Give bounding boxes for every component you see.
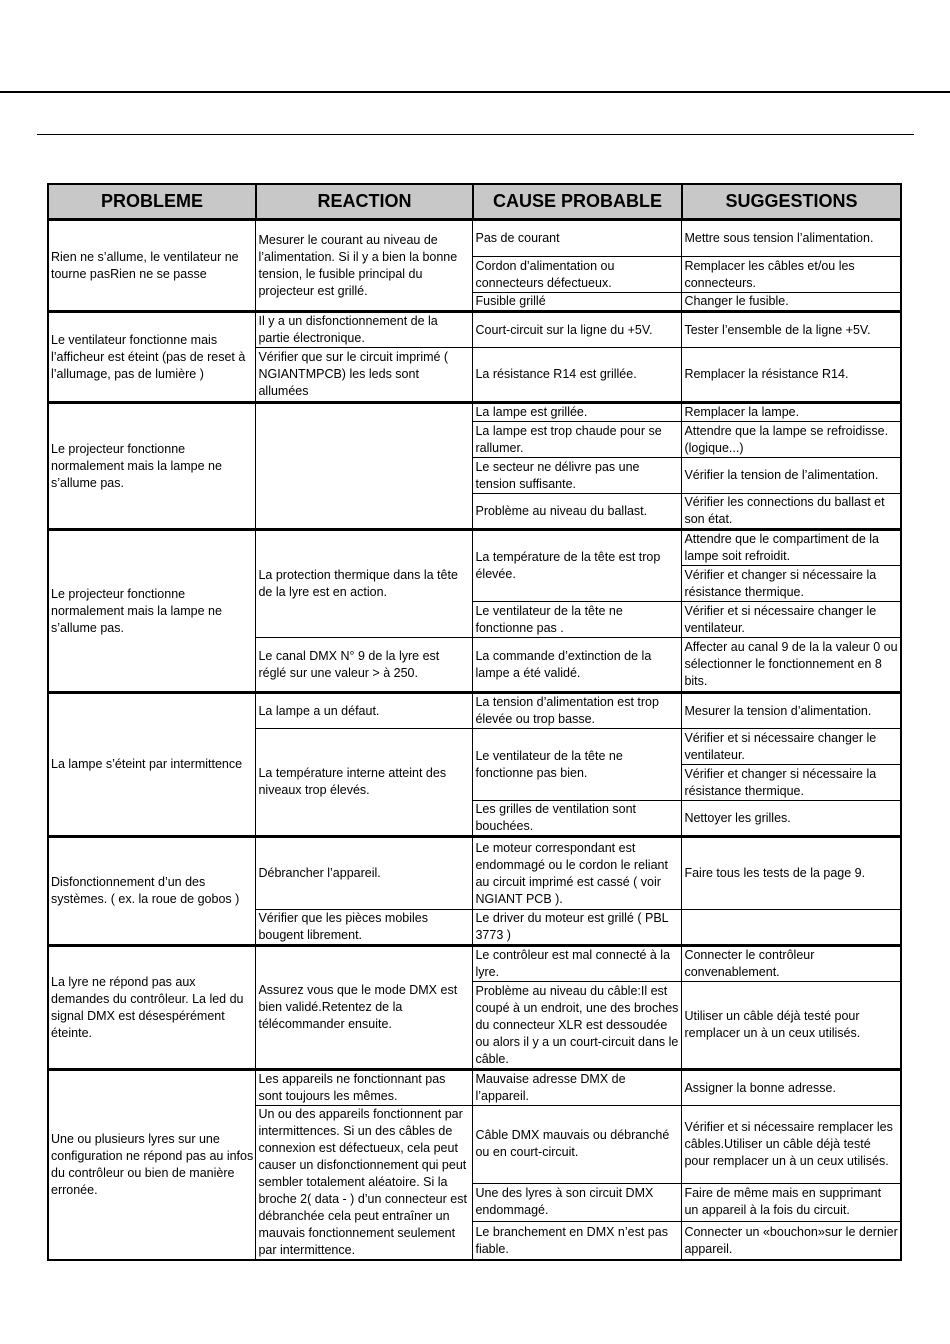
reaction-cell: Assurez vous que le mode DMX est bien validé.Retentez de la télécommander ensuite.: [256, 946, 473, 1070]
reaction-cell: Un ou des appareils fonctionnent par intermittences. Si un des câbles de connexion est défectueux, cela peut causer un disfonctionnement qui peut sembler totalement aléatoire. Si la broche 2( data - ) d’un connecteur est débranchée cela peut entraîner un mauvais fonctionnement seulement par intermittence.: [256, 1106, 473, 1261]
header-cause: CAUSE PROBABLE: [473, 184, 682, 220]
suggestion-cell: Assigner la bonne adresse.: [682, 1070, 901, 1106]
reaction-cell: Vérifier que les pièces mobiles bougent librement.: [256, 910, 473, 946]
cause-cell: La résistance R14 est grillée.: [473, 348, 682, 403]
cause-cell: La lampe est grillée.: [473, 403, 682, 422]
cause-cell: Problème au niveau du ballast.: [473, 494, 682, 530]
problem-cell: La lampe s’éteint par intermittence: [48, 693, 256, 837]
cause-cell: Les grilles de ventilation sont bouchées.: [473, 801, 682, 837]
header-probleme: PROBLEME: [48, 184, 256, 220]
suggestion-cell: Mettre sous tension l’alimentation.: [682, 220, 901, 257]
table-row: [48, 946, 901, 982]
problem-cell: Disfonctionnement d’un des systèmes. ( ex. la roue de gobos ): [48, 837, 256, 946]
problem-cell: Le projecteur fonctionne normalement mais la lampe ne s’allume pas.: [48, 403, 256, 530]
problem-cell: La lyre ne répond pas aux demandes du contrôleur. La led du signal DMX est désespérément éteinte.: [48, 946, 256, 1070]
reaction-cell: Le canal DMX N° 9 de la lyre est réglé sur une valeur > à 250.: [256, 638, 473, 693]
suggestion-cell: [682, 910, 901, 946]
cause-cell: Câble DMX mauvais ou débranché ou en court-circuit.: [473, 1106, 682, 1184]
suggestion-cell: Vérifier et si nécessaire changer le ventilateur.: [682, 602, 901, 638]
cause-cell: Le branchement en DMX n’est pas fiable.: [473, 1222, 682, 1260]
problem-cell: Rien ne s’allume, le ventilateur ne tourne pasRien ne se passe: [48, 220, 256, 312]
cause-cell: Le moteur correspondant est endommagé ou le cordon le reliant au circuit imprimé est cassé ( voir NGIANT PCB ).: [473, 837, 682, 910]
suggestion-cell: Tester l’ensemble de la ligne +5V.: [682, 312, 901, 348]
cause-cell: La tension d’alimentation est trop élevée ou trop basse.: [473, 693, 682, 729]
suggestion-cell: Faire tous les tests de la page 9.: [682, 837, 901, 910]
cause-cell: Court-circuit sur la ligne du +5V.: [473, 312, 682, 348]
cause-cell: La lampe est trop chaude pour se rallumer.: [473, 422, 682, 458]
suggestion-cell: Connecter un «bouchon»sur le dernier appareil.: [682, 1222, 901, 1260]
reaction-cell: [256, 403, 473, 530]
suggestion-cell: Vérifier et si nécessaire changer le ventilateur.: [682, 729, 901, 765]
header-suggestions: SUGGESTIONS: [682, 184, 901, 220]
suggestion-cell: Vérifier et si nécessaire remplacer les câbles.Utiliser un câble déjà testé pour remplacer un à un ceux utilisés.: [682, 1106, 901, 1184]
suggestion-cell: Utiliser un câble déjà testé pour remplacer un à un ceux utilisés.: [682, 982, 901, 1070]
cause-cell: Pas de courant: [473, 220, 682, 257]
suggestion-cell: Vérifier et changer si nécessaire la résistance thermique.: [682, 765, 901, 801]
reaction-cell: La température interne atteint des niveaux trop élevés.: [256, 729, 473, 837]
reaction-cell: Les appareils ne fonctionnant pas sont toujours les mêmes.: [256, 1070, 473, 1106]
header-rule: [0, 91, 950, 93]
table-row: [48, 1070, 901, 1106]
cause-cell: La commande d’extinction de la lampe a été validé.: [473, 638, 682, 693]
cause-cell: Cordon d’alimentation ou connecteurs défectueux.: [473, 257, 682, 293]
suggestion-cell: Attendre que le compartiment de la lampe soit refroidit.: [682, 530, 901, 566]
table-row: [48, 693, 901, 729]
problem-cell: Le ventilateur fonctionne mais l’afficheur est éteint (pas de reset à l’allumage, pas de lumière ): [48, 312, 256, 403]
cause-cell: Mauvaise adresse DMX de l’appareil.: [473, 1070, 682, 1106]
problem-cell: Une ou plusieurs lyres sur une configuration ne répond pas au infos du contrôleur ou bien de manière erronée.: [48, 1070, 256, 1261]
suggestion-cell: Remplacer la lampe.: [682, 403, 901, 422]
suggestion-cell: Mesurer la tension d’alimentation.: [682, 693, 901, 729]
reaction-cell: Vérifier que sur le circuit imprimé ( NGIANTMPCB) les leds sont allumées: [256, 348, 473, 403]
suggestion-cell: Faire de même mais en supprimant un appareil à la fois du circuit.: [682, 1183, 901, 1221]
cause-cell: Le ventilateur de la tête ne fonctionne pas bien.: [473, 729, 682, 801]
reaction-cell: La lampe a un défaut.: [256, 693, 473, 729]
suggestion-cell: Vérifier et changer si nécessaire la résistance thermique.: [682, 566, 901, 602]
suggestion-cell: Attendre que la lampe se refroidisse.(logique...): [682, 422, 901, 458]
suggestion-cell: Vérifier la tension de l’alimentation.: [682, 458, 901, 494]
table-header-row: [48, 184, 901, 220]
suggestion-cell: Remplacer la résistance R14.: [682, 348, 901, 403]
suggestion-cell: Connecter le contrôleur convenablement.: [682, 946, 901, 982]
cause-cell: Une des lyres à son circuit DMX endommagé.: [473, 1183, 682, 1221]
problem-cell: Le projecteur fonctionne normalement mais la lampe ne s’allume pas.: [48, 530, 256, 693]
table-row: [48, 530, 901, 566]
header-subrule: [37, 134, 914, 135]
table-row: [48, 312, 901, 348]
reaction-cell: Mesurer le courant au niveau de l’alimentation. Si il y a bien la bonne tension, le fusible principal du projecteur est grillé.: [256, 220, 473, 312]
reaction-cell: Il y a un disfonctionnement de la partie électronique.: [256, 312, 473, 348]
cause-cell: La température de la tête est trop élevée.: [473, 530, 682, 602]
table-row: [48, 837, 901, 910]
suggestion-cell: Remplacer les câbles et/ou les connecteurs.: [682, 257, 901, 293]
table-row: [48, 403, 901, 422]
suggestion-cell: Vérifier les connections du ballast et son état.: [682, 494, 901, 530]
cause-cell: Le secteur ne délivre pas une tension suffisante.: [473, 458, 682, 494]
cause-cell: Le ventilateur de la tête ne fonctionne pas .: [473, 602, 682, 638]
suggestion-cell: Nettoyer les grilles.: [682, 801, 901, 837]
reaction-cell: Débrancher l’appareil.: [256, 837, 473, 910]
troubleshooting-table: [47, 183, 902, 1261]
suggestion-cell: Changer le fusible.: [682, 293, 901, 312]
cause-cell: Le contrôleur est mal connecté à la lyre.: [473, 946, 682, 982]
header-reaction: REACTION: [256, 184, 473, 220]
table-row: [48, 220, 901, 257]
suggestion-cell: Affecter au canal 9 de la la valeur 0 ou sélectionner le fonctionnement en 8 bits.: [682, 638, 901, 693]
cause-cell: Le driver du moteur est grillé ( PBL 3773 ): [473, 910, 682, 946]
reaction-cell: La protection thermique dans la tête de la lyre est en action.: [256, 530, 473, 638]
cause-cell: Problème au niveau du câble:Il est coupé à un endroit, une des broches du connecteur XLR est dessoudée ou alors il y a un court-circuit dans le câble.: [473, 982, 682, 1070]
cause-cell: Fusible grillé: [473, 293, 682, 312]
